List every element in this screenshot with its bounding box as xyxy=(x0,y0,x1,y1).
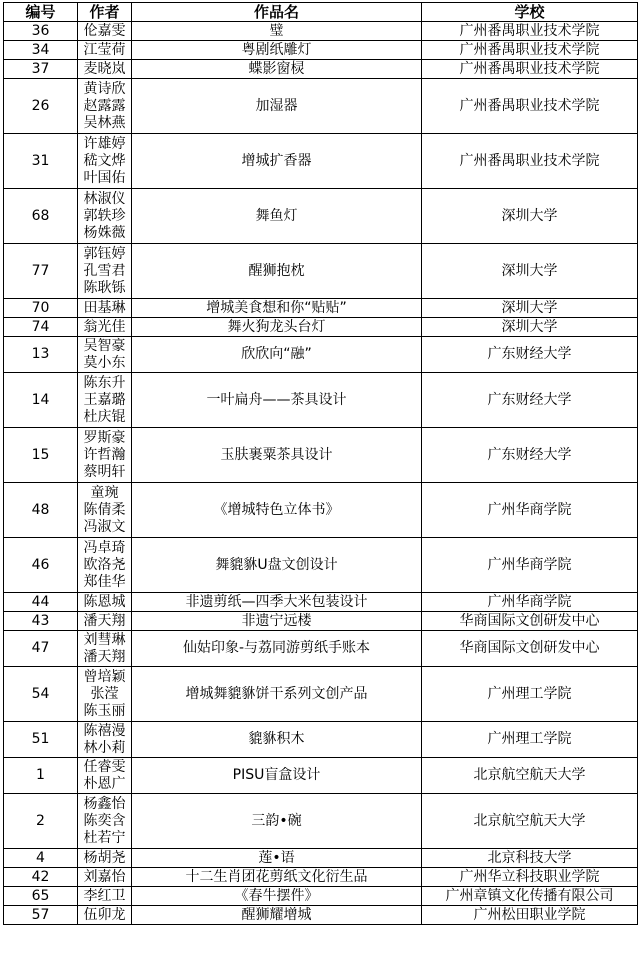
school-name: 深圳大学 xyxy=(422,318,638,337)
author-name: 许哲瀚 xyxy=(83,446,126,463)
table-row xyxy=(4,722,638,758)
table-row xyxy=(4,794,638,849)
school-name: 广东财经大学 xyxy=(422,428,638,483)
school-name: 广东财经大学 xyxy=(422,337,638,373)
header-number: 编号 xyxy=(4,3,78,22)
author-name: 冯淑文 xyxy=(83,518,126,535)
work-title: 仙姑印象-与荔同游剪纸手账本 xyxy=(132,631,422,667)
entry-number: 47 xyxy=(4,631,78,667)
author-cell xyxy=(78,428,132,483)
school-name: 广州华商学院 xyxy=(422,538,638,593)
school-name: 广州华商学院 xyxy=(422,593,638,612)
entry-number: 65 xyxy=(4,887,78,906)
table-row xyxy=(4,593,638,612)
author-cell xyxy=(78,189,132,244)
table-row xyxy=(4,189,638,244)
author-name: 曾培颖 xyxy=(83,668,126,685)
table-row xyxy=(4,667,638,722)
author-cell xyxy=(78,849,132,868)
work-title: 醒狮抱枕 xyxy=(132,244,422,299)
entry-number: 34 xyxy=(4,41,78,60)
author-name: 杜庆锟 xyxy=(83,408,126,425)
author-cell xyxy=(78,41,132,60)
school-name: 北京航空航天大学 xyxy=(422,758,638,794)
author-name: 麦晓岚 xyxy=(83,60,126,77)
author-name: 刘嘉怡 xyxy=(83,868,126,885)
school-name: 华商国际文创研发中心 xyxy=(422,631,638,667)
entry-number: 77 xyxy=(4,244,78,299)
author-name: 陈倩柔 xyxy=(83,501,126,518)
work-title: 三韵•碗 xyxy=(132,794,422,849)
author-name: 叶国佑 xyxy=(83,169,126,186)
school-name: 广州松田职业学院 xyxy=(422,906,638,925)
work-title: 增城美食想和你“贴贴” xyxy=(132,299,422,318)
school-name: 深圳大学 xyxy=(422,189,638,244)
author-cell xyxy=(78,299,132,318)
author-name: 郭轶珍 xyxy=(83,207,126,224)
author-name: 陈东升 xyxy=(83,374,126,391)
author-cell xyxy=(78,667,132,722)
header-work: 作品名 xyxy=(132,3,422,22)
entry-number: 26 xyxy=(4,79,78,134)
author-name: 嵇文烨 xyxy=(83,152,126,169)
author-name: 杨鑫怡 xyxy=(83,795,126,812)
entry-number: 70 xyxy=(4,299,78,318)
entry-number: 15 xyxy=(4,428,78,483)
author-cell xyxy=(78,538,132,593)
work-title: 舞火狗龙头台灯 xyxy=(132,318,422,337)
table-row xyxy=(4,758,638,794)
author-cell xyxy=(78,868,132,887)
author-name: 童琬 xyxy=(90,484,119,501)
author-cell xyxy=(78,483,132,538)
author-cell xyxy=(78,318,132,337)
header-school: 学校 xyxy=(422,3,638,22)
table-row xyxy=(4,22,638,41)
school-name: 广州理工学院 xyxy=(422,722,638,758)
work-title: 欣欣向“融” xyxy=(132,337,422,373)
entry-number: 48 xyxy=(4,483,78,538)
table-row xyxy=(4,483,638,538)
work-title: 十二生肖团花剪纸文化衍生品 xyxy=(132,868,422,887)
author-name: 吴智豪 xyxy=(83,337,126,354)
author-cell xyxy=(78,631,132,667)
entry-number: 46 xyxy=(4,538,78,593)
author-name: 任睿雯 xyxy=(83,758,126,775)
author-name: 杜若宁 xyxy=(83,829,126,846)
author-name: 朴恩广 xyxy=(83,775,126,792)
entry-number: 43 xyxy=(4,612,78,631)
author-name: 翁光佳 xyxy=(83,318,126,335)
author-name: 林小莉 xyxy=(83,739,126,756)
entry-number: 36 xyxy=(4,22,78,41)
work-title: 非遗剪纸—四季大米包装设计 xyxy=(132,593,422,612)
table-row xyxy=(4,79,638,134)
entry-number: 2 xyxy=(4,794,78,849)
author-name: 王嘉璐 xyxy=(83,391,126,408)
school-name: 深圳大学 xyxy=(422,299,638,318)
school-name: 北京航空航天大学 xyxy=(422,794,638,849)
author-name: 潘天翔 xyxy=(83,648,126,665)
author-name: 陈奕含 xyxy=(83,812,126,829)
entry-number: 37 xyxy=(4,60,78,79)
school-name: 华商国际文创研发中心 xyxy=(422,612,638,631)
author-name: 郑佳华 xyxy=(83,573,126,590)
table-row xyxy=(4,318,638,337)
author-name: 赵露露 xyxy=(83,97,126,114)
work-title: 《增城特色立体书》 xyxy=(132,483,422,538)
author-name: 陈玉丽 xyxy=(83,702,126,719)
author-name: 陈恩城 xyxy=(83,593,126,610)
school-name: 广州理工学院 xyxy=(422,667,638,722)
author-name: 许雄婷 xyxy=(83,135,126,152)
works-table xyxy=(3,2,638,925)
school-name: 深圳大学 xyxy=(422,244,638,299)
author-cell xyxy=(78,22,132,41)
author-cell xyxy=(78,60,132,79)
table-row xyxy=(4,538,638,593)
table-row xyxy=(4,887,638,906)
entry-number: 31 xyxy=(4,134,78,189)
table-row xyxy=(4,868,638,887)
author-name: 孔雪君 xyxy=(83,262,126,279)
author-name: 陈禧漫 xyxy=(83,722,126,739)
author-name: 吴林燕 xyxy=(83,114,126,131)
author-cell xyxy=(78,906,132,925)
school-name: 广州华商学院 xyxy=(422,483,638,538)
author-name: 罗斯豪 xyxy=(83,429,126,446)
author-cell xyxy=(78,722,132,758)
author-cell xyxy=(78,373,132,428)
author-name: 李红卫 xyxy=(83,887,126,904)
entry-number: 57 xyxy=(4,906,78,925)
work-title: 一叶扁舟——茶具设计 xyxy=(132,373,422,428)
author-cell xyxy=(78,758,132,794)
table-row xyxy=(4,60,638,79)
school-name: 广州章镇文化传播有限公司 xyxy=(422,887,638,906)
author-name: 伍卯龙 xyxy=(83,906,126,923)
author-cell xyxy=(78,79,132,134)
entry-number: 14 xyxy=(4,373,78,428)
author-name: 欧洛尧 xyxy=(83,556,126,573)
table-row xyxy=(4,134,638,189)
author-name: 刘彗琳 xyxy=(83,631,126,648)
author-name: 陈耿铄 xyxy=(83,279,126,296)
header-row xyxy=(4,3,638,22)
author-name: 莫小东 xyxy=(83,354,126,371)
entry-number: 51 xyxy=(4,722,78,758)
work-title: PISU盲盒设计 xyxy=(132,758,422,794)
work-title: 醒狮耀增城 xyxy=(132,906,422,925)
table-row xyxy=(4,612,638,631)
table-row xyxy=(4,631,638,667)
table-row xyxy=(4,337,638,373)
school-name: 广州番禺职业技术学院 xyxy=(422,60,638,79)
entry-number: 68 xyxy=(4,189,78,244)
table-row xyxy=(4,849,638,868)
author-name: 杨胡尧 xyxy=(83,849,126,866)
table-row xyxy=(4,299,638,318)
school-name: 广东财经大学 xyxy=(422,373,638,428)
work-title: 玉肤裹粟茶具设计 xyxy=(132,428,422,483)
author-cell xyxy=(78,794,132,849)
table-row xyxy=(4,373,638,428)
author-name: 郭钰婷 xyxy=(83,245,126,262)
entry-number: 54 xyxy=(4,667,78,722)
author-cell xyxy=(78,244,132,299)
author-cell xyxy=(78,612,132,631)
table-row xyxy=(4,41,638,60)
work-title: 莲•语 xyxy=(132,849,422,868)
school-name: 广州番禺职业技术学院 xyxy=(422,22,638,41)
entry-number: 42 xyxy=(4,868,78,887)
author-cell xyxy=(78,134,132,189)
entry-number: 13 xyxy=(4,337,78,373)
author-name: 蔡明轩 xyxy=(83,463,126,480)
entry-number: 74 xyxy=(4,318,78,337)
work-title: 增城舞貔貅饼干系列文创产品 xyxy=(132,667,422,722)
author-name: 杨姝薇 xyxy=(83,224,126,241)
author-name: 黄诗欣 xyxy=(83,80,126,97)
work-title: 加湿器 xyxy=(132,79,422,134)
work-title: 《春牛摆件》 xyxy=(132,887,422,906)
header-author: 作者 xyxy=(78,3,132,22)
work-title: 貔貅积木 xyxy=(132,722,422,758)
author-name: 伦嘉雯 xyxy=(83,22,126,39)
work-title: 粤剧纸雕灯 xyxy=(132,41,422,60)
author-name: 张滢 xyxy=(90,685,119,702)
work-title: 舞貔貅U盘文创设计 xyxy=(132,538,422,593)
entry-number: 4 xyxy=(4,849,78,868)
work-title: 蝶影窗棂 xyxy=(132,60,422,79)
school-name: 广州番禺职业技术学院 xyxy=(422,41,638,60)
author-name: 冯卓琦 xyxy=(83,539,126,556)
work-title: 非遗宁远楼 xyxy=(132,612,422,631)
school-name: 广州华立科技职业学院 xyxy=(422,868,638,887)
table-row xyxy=(4,906,638,925)
author-cell xyxy=(78,337,132,373)
school-name: 广州番禺职业技术学院 xyxy=(422,79,638,134)
author-name: 潘天翔 xyxy=(83,612,126,629)
author-cell xyxy=(78,887,132,906)
table-row xyxy=(4,428,638,483)
school-name: 广州番禺职业技术学院 xyxy=(422,134,638,189)
table-row xyxy=(4,244,638,299)
entry-number: 44 xyxy=(4,593,78,612)
entry-number: 1 xyxy=(4,758,78,794)
work-title: 增城扩香器 xyxy=(132,134,422,189)
author-cell xyxy=(78,593,132,612)
work-title: 舞鱼灯 xyxy=(132,189,422,244)
work-title: 璧 xyxy=(132,22,422,41)
author-name: 江莹荷 xyxy=(83,41,126,58)
author-name: 林淑仪 xyxy=(83,190,126,207)
author-name: 田基琳 xyxy=(83,299,126,316)
school-name: 北京科技大学 xyxy=(422,849,638,868)
